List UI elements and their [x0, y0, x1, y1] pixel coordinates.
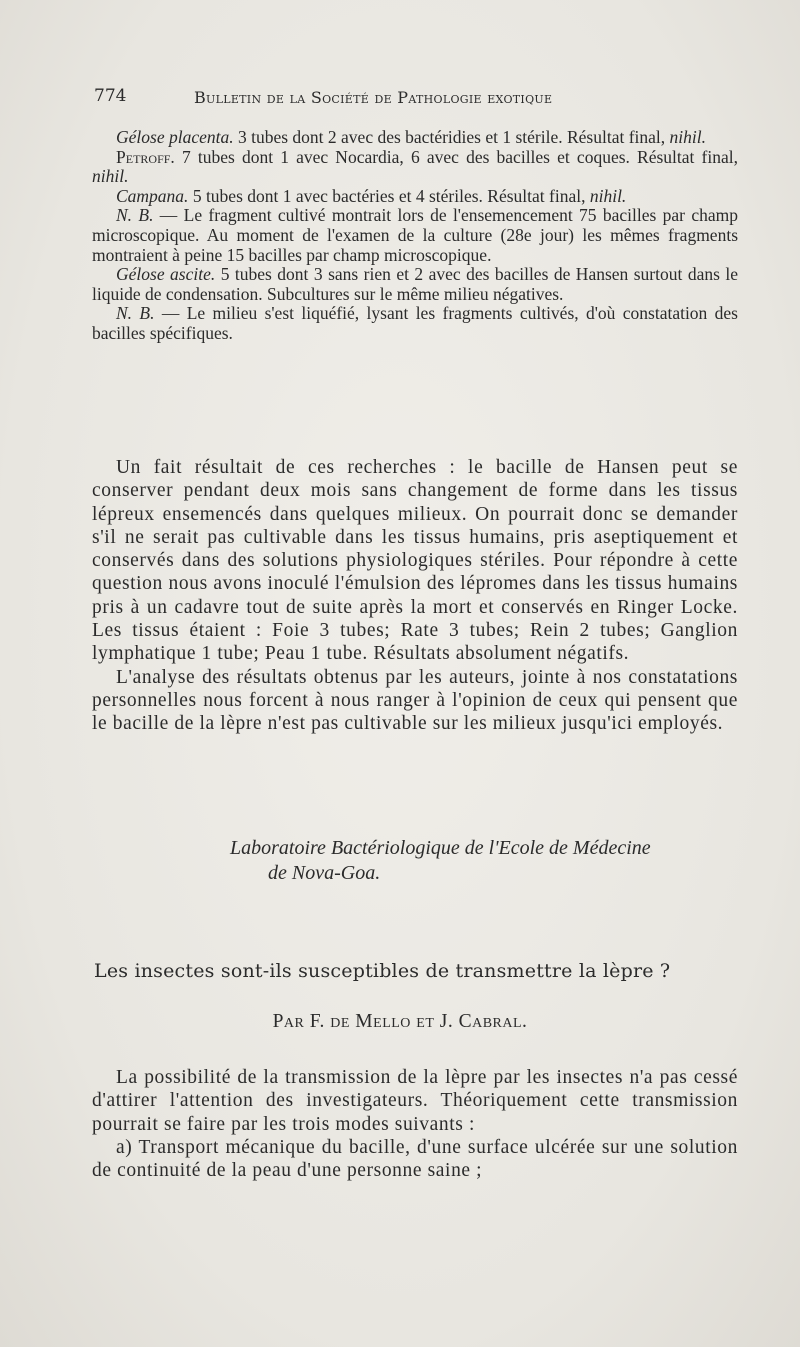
body-paragraph: L'analyse des résultats obtenus par les auteurs, jointe à nos constatations personnelles nous forcent à nous ranger à l'opinion de ceux qui pensent que le bacille de la lèpre n'est pas cultivable sur les milieux jusqu'ici employés. [92, 666, 738, 735]
discussion-block [92, 456, 738, 736]
body-paragraph: a) Transport mécanique du bacille, d'une surface ulcérée sur une solution de continuité de la peau d'une personne saine ; [92, 1136, 738, 1182]
body-paragraph: La possibilité de la transmission de la lèpre par les insectes n'a pas cessé d'attirer l'attention des investigateurs. Théoriquement cette transmission pourrait se faire par les trois modes suivants : [92, 1067, 738, 1135]
result-paragraph: Gélose ascite. 5 tubes dont 3 sans rien et 2 avec des bacilles de Hansen surtout dans le liquide de condensation. Subcultures sur le même milieu négatives. [92, 264, 738, 304]
affiliation-signature [230, 836, 750, 886]
result-paragraph: Petroff. 7 tubes dont 1 avec Nocardia, 6 avec des bacilles et coques. Résultat final, nihil. [92, 146, 738, 187]
article-authors: Par F. de Mello et J. Cabral. [272, 1011, 528, 1032]
article-body [92, 1066, 738, 1182]
page-number: 774 [94, 86, 127, 106]
affiliation-line: de Nova-Goa. [268, 862, 381, 884]
note-paragraph: N. B. — Le fragment cultivé montrait lors de l'ensemencement 75 bacilles par champ microscopique. Au moment de l'examen de la culture (28e jour) les mêmes fragments montraient à peine 15 bacilles par champ microscopique. [92, 205, 738, 265]
culture-results-block [92, 128, 738, 344]
page-header [94, 86, 744, 114]
body-paragraph: Un fait résultait de ces recherches : le bacille de Hansen peut se conserver pendant deux mois sans changement de forme dans les tissus lépreux ensemencés dans quelques milieux. On pourrait donc se demander s'il ne serait pas cultivable dans les tissus humains, pris aseptiquement et conservés dans des solutions physiologiques stériles. Pour répondre à cette question nous avons inoculé l'émulsion des lépromes dans les tissus humains pris à un cadavre tout de suite après la mort et conservés en Ringer Locke. Les tissus étaient : Foie 3 tubes; Rate 3 tubes; Rein 2 tubes; Ganglion lymphatique 1 tube; Peau 1 tube. Résultats absolument négatifs. [92, 457, 738, 665]
running-title: Bulletin de la Société de Pathologie exotique [194, 88, 553, 107]
note-paragraph: N. B. — Le milieu s'est liquéfié, lysant les fragments cultivés, d'où constatation des bacilles spécifiques. [92, 303, 738, 343]
affiliation-line: Laboratoire Bactériologique de l'Ecole de Médecine [230, 837, 651, 859]
result-paragraph: Campana. 5 tubes dont 1 avec bactéries et 4 stériles. Résultat final, nihil. [116, 185, 627, 206]
result-paragraph: Gélose placenta. 3 tubes dont 2 avec des bactéridies et 1 stérile. Résultat final, nihil. [116, 127, 706, 147]
article-title: Les insectes sont-ils susceptibles de transmettre la lèpre ? [94, 960, 671, 982]
